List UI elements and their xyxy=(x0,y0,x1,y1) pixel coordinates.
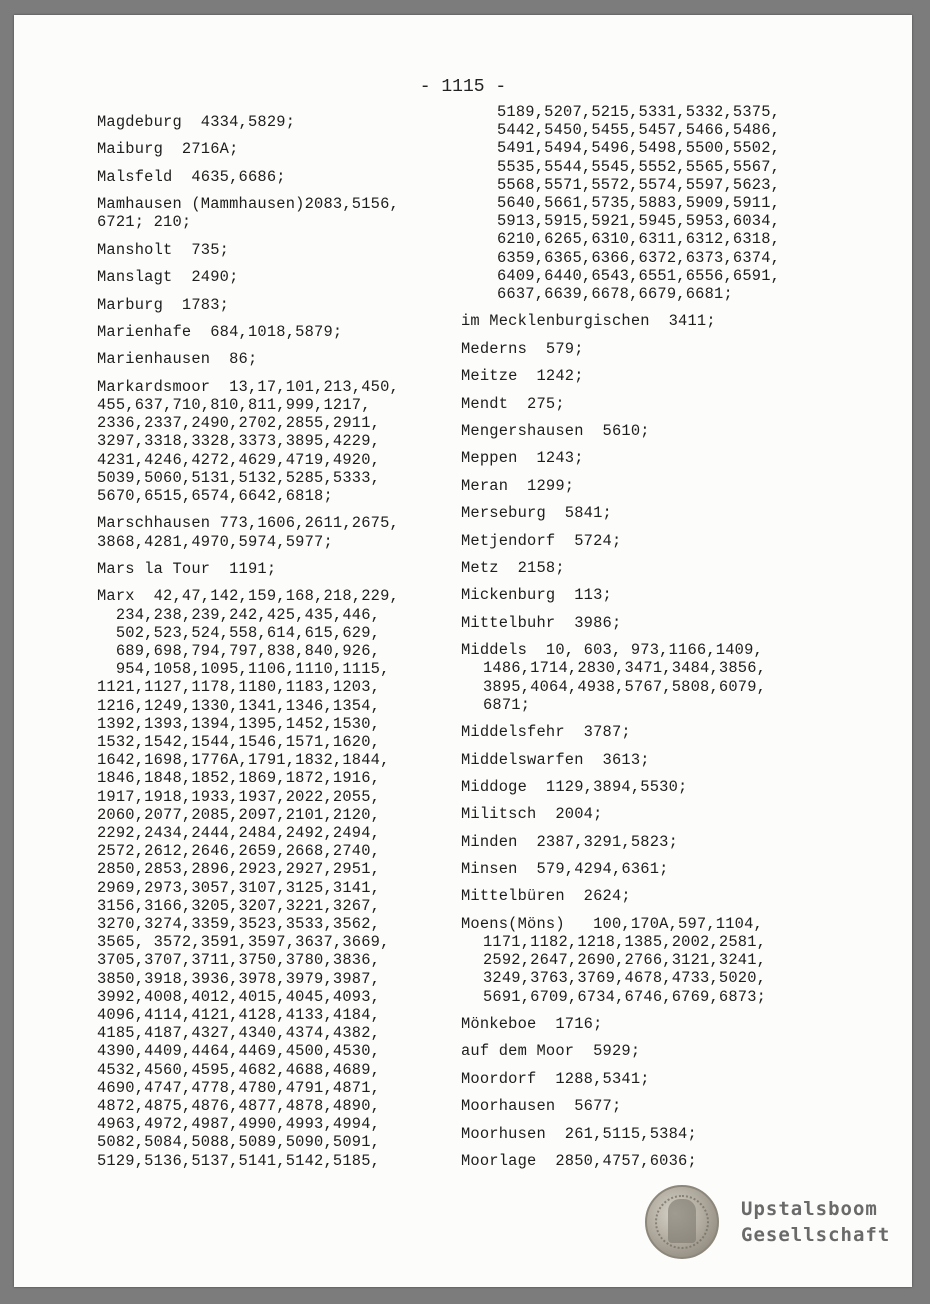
index-entry-continuation: 1486,1714,2830,3471,3484,3856, xyxy=(483,659,767,678)
index-entry-head: Mittelbuhr 3986; xyxy=(461,613,622,632)
index-entry xyxy=(97,241,473,259)
index-entry-continuation: 3249,3763,3769,4678,4733,5020, xyxy=(483,969,767,988)
index-entry-head: Middoge 1129,3894,5530; xyxy=(461,777,688,796)
index-entry-continuation: 4532,4560,4595,4682,4688,4689, xyxy=(97,1060,381,1079)
index-entry-continuation: 3850,3918,3936,3978,3979,3987, xyxy=(97,969,381,988)
index-entry xyxy=(461,805,881,823)
index-entry-head: Mamhausen (Mammhausen)2083,5156, xyxy=(97,195,399,214)
logo-line-2: Gesellschaft xyxy=(741,1224,891,1246)
upstalsboom-logo xyxy=(645,1185,890,1259)
index-entry-continuation: 1171,1182,1218,1385,2002,2581, xyxy=(483,933,767,952)
index-entry-continuation: 1917,1918,1933,1937,2022,2055, xyxy=(97,787,381,806)
index-entry xyxy=(461,395,881,413)
index-entry xyxy=(461,312,881,330)
index-entry xyxy=(461,833,881,851)
index-entry xyxy=(461,1015,881,1033)
index-entry-head: Meppen 1243; xyxy=(461,449,584,468)
index-entry-head: Marschhausen 773,1606,2611,2675, xyxy=(97,514,399,533)
index-entry-continuation: 6210,6265,6310,6311,6312,6318, xyxy=(497,230,781,249)
index-entry-continuation: 2850,2853,2896,2923,2927,2951, xyxy=(97,860,381,879)
index-entry xyxy=(97,168,473,186)
index-entry-continuation: 4963,4972,4987,4990,4993,4994, xyxy=(97,1115,381,1134)
index-entry-head: Manslagt 2490; xyxy=(97,268,239,287)
index-entry xyxy=(461,504,881,522)
index-entry xyxy=(461,1070,881,1088)
index-entry-continuation: 4096,4114,4121,4128,4133,4184, xyxy=(97,1005,381,1024)
index-entry xyxy=(461,1042,881,1060)
index-column-left xyxy=(97,113,473,1179)
index-entry-continuation: 4872,4875,4876,4877,4878,4890, xyxy=(97,1097,381,1115)
index-entry-continuation: 2969,2973,3057,3107,3125,3141, xyxy=(97,878,381,897)
index-entry-head: Mittelbüren 2624; xyxy=(461,887,631,906)
index-entry-continuation: 3868,4281,4970,5974,5977; xyxy=(97,532,333,551)
index-entry-head: Marx 42,47,142,159,168,218,229, xyxy=(97,587,399,606)
index-entry xyxy=(97,323,473,341)
index-entry-head: Mansholt 735; xyxy=(97,240,230,259)
index-entry-continuation: 1532,1542,1544,1546,1571,1620, xyxy=(97,732,381,751)
index-entry-head: auf dem Moor 5929; xyxy=(461,1042,641,1061)
index-entry-continuation: 2572,2612,2646,2659,2668,2740, xyxy=(97,842,381,861)
index-entry-head: Minsen 579,4294,6361; xyxy=(461,860,669,879)
index-entry-continuation: 2060,2077,2085,2097,2101,2120, xyxy=(97,805,381,824)
index-entry-continuation: 2336,2337,2490,2702,2855,2911, xyxy=(97,414,381,433)
index-entry xyxy=(461,860,881,878)
index-entry xyxy=(97,350,473,368)
index-entry xyxy=(461,915,881,1006)
index-entry-head: Malsfeld 4635,6686; xyxy=(97,167,286,186)
index-entry-head: Mickenburg 113; xyxy=(461,586,612,605)
index-entry-continuation: 1846,1848,1852,1869,1872,1916, xyxy=(97,769,381,788)
index-entry-head: Markardsmoor 13,17,101,213,450, xyxy=(97,377,399,396)
index-entry xyxy=(461,641,881,714)
index-entry-continuation: 4185,4187,4327,4340,4374,4382, xyxy=(97,1024,381,1043)
index-entry xyxy=(461,614,881,632)
index-entry-head: im Mecklenburgischen 3411; xyxy=(461,312,716,331)
index-entry xyxy=(461,477,881,495)
index-entry-continuation: 1642,1698,1776A,1791,1832,1844, xyxy=(97,751,390,770)
index-entry-head: Merseburg 5841; xyxy=(461,504,612,523)
index-entry-continuation: 6409,6440,6543,6551,6556,6591, xyxy=(497,266,781,285)
index-entry xyxy=(97,268,473,286)
index-entry-continuation: 5535,5544,5545,5552,5565,5567, xyxy=(497,157,781,176)
index-entry-head: Metz 2158; xyxy=(461,558,565,577)
index-entry-continuation: 455,637,710,810,811,999,1217, xyxy=(97,395,371,414)
index-entry xyxy=(461,1125,881,1143)
index-entry-continuation: 234,238,239,242,425,435,446, xyxy=(97,605,381,624)
index-entry-head: Middelswarfen 3613; xyxy=(461,750,650,769)
index-entry xyxy=(97,195,473,231)
index-entry-continuation: 5568,5571,5572,5574,5597,5623, xyxy=(497,175,781,194)
index-entry-continuation: 502,523,524,558,614,615,629, xyxy=(97,623,381,642)
index-entry xyxy=(97,296,473,314)
index-entry-continuation: 5913,5915,5921,5945,5953,6034, xyxy=(497,212,781,231)
index-entry-continuation: 954,1058,1095,1106,1110,1115, xyxy=(97,660,390,679)
index-entry-head: Militsch 2004; xyxy=(461,805,603,824)
index-entry-head: Maiburg 2716A; xyxy=(97,140,239,159)
index-entry-head: Metjendorf 5724; xyxy=(461,531,622,550)
index-entry-continuation: 5691,6709,6734,6746,6769,6873; xyxy=(483,987,767,1006)
index-entry-continuation: 3705,3707,3711,3750,3780,3836, xyxy=(97,951,381,970)
index-entry xyxy=(461,449,881,467)
index-entry-continuation: 5442,5450,5455,5457,5466,5486, xyxy=(497,121,781,140)
index-entry xyxy=(461,367,881,385)
index-entry-head: Middels 10, 603, 973,1166,1409, xyxy=(461,641,763,660)
index-entry xyxy=(461,559,881,577)
index-entry xyxy=(461,103,881,303)
index-entry xyxy=(97,140,473,158)
index-entry-head: Mendt 275; xyxy=(461,394,565,413)
index-entry xyxy=(97,378,473,505)
index-entry-continuation: 1121,1127,1178,1180,1183,1203, xyxy=(97,678,381,697)
index-entry-head: Marienhafe 684,1018,5879; xyxy=(97,322,343,341)
index-entry-head: Marburg 1783; xyxy=(97,295,230,314)
index-entry-head: Minden 2387,3291,5823; xyxy=(461,832,679,851)
index-entry-continuation: 6359,6365,6366,6372,6373,6374, xyxy=(497,248,781,267)
index-entry-head: Middelsfehr 3787; xyxy=(461,723,631,742)
index-entry-continuation: 5640,5661,5735,5883,5909,5911, xyxy=(497,194,781,213)
index-entry-continuation: 3992,4008,4012,4015,4045,4093, xyxy=(97,987,381,1006)
document-page xyxy=(14,15,912,1287)
index-entry-head: Moorhausen 5677; xyxy=(461,1097,622,1116)
index-entry xyxy=(461,532,881,550)
index-entry-continuation: 5129,5136,5137,5141,5142,5185, xyxy=(97,1151,381,1170)
index-entry-continuation: 4390,4409,4464,4469,4500,4530, xyxy=(97,1042,381,1061)
logo-line-1: Upstalsboom xyxy=(741,1198,878,1220)
index-entry-continuation: 5189,5207,5215,5331,5332,5375, xyxy=(497,103,781,121)
index-column-right xyxy=(461,103,881,1179)
index-entry xyxy=(461,723,881,741)
index-entry-continuation: 1392,1393,1394,1395,1452,1530, xyxy=(97,714,381,733)
index-entry xyxy=(461,1152,881,1170)
index-entry-continuation: 4690,4747,4778,4780,4791,4871, xyxy=(97,1078,381,1097)
index-entry-continuation: 3297,3318,3328,3373,3895,4229, xyxy=(97,432,381,451)
index-entry-head: Mederns 579; xyxy=(461,339,584,358)
index-entry xyxy=(97,560,473,578)
index-entry xyxy=(97,113,473,131)
index-entry-continuation: 3270,3274,3359,3523,3533,3562, xyxy=(97,914,381,933)
index-entry-continuation: 1216,1249,1330,1341,1346,1354, xyxy=(97,696,381,715)
index-entry xyxy=(461,340,881,358)
index-entry xyxy=(461,422,881,440)
index-entry-continuation: 5082,5084,5088,5089,5090,5091, xyxy=(97,1133,381,1152)
index-entry-head: Mönkeboe 1716; xyxy=(461,1015,603,1034)
index-entry-continuation: 5491,5494,5496,5498,5500,5502, xyxy=(497,139,781,158)
index-entry-continuation: 689,698,794,797,838,840,926, xyxy=(97,641,381,660)
index-entry-continuation: 2292,2434,2444,2484,2492,2494, xyxy=(97,823,381,842)
index-entry-continuation: 6721; 210; xyxy=(97,213,192,232)
index-entry-continuation: 6871; xyxy=(483,695,531,714)
index-entry-head: Marienhausen 86; xyxy=(97,350,258,369)
index-entry-continuation: 3156,3166,3205,3207,3221,3267, xyxy=(97,896,381,915)
index-entry-continuation: 3565, 3572,3591,3597,3637,3669, xyxy=(97,933,390,952)
logo-text xyxy=(741,1196,890,1248)
index-entry xyxy=(461,751,881,769)
index-entry xyxy=(461,887,881,905)
index-entry xyxy=(461,778,881,796)
index-entry xyxy=(97,587,473,1170)
index-entry-continuation: 6637,6639,6678,6679,6681; xyxy=(497,285,733,304)
index-entry-head: Mars la Tour 1191; xyxy=(97,559,277,578)
seal-icon xyxy=(645,1185,719,1259)
index-entry xyxy=(97,514,473,550)
index-entry xyxy=(461,1097,881,1115)
index-entry-continuation: 3895,4064,4938,5767,5808,6079, xyxy=(483,677,767,696)
index-entry-continuation: 4231,4246,4272,4629,4719,4920, xyxy=(97,450,381,469)
index-entry-continuation: 5670,6515,6574,6642,6818; xyxy=(97,486,333,505)
index-entry-head: Meran 1299; xyxy=(461,476,575,495)
index-entry-head: Meitze 1242; xyxy=(461,367,584,386)
index-entry-head: Moordorf 1288,5341; xyxy=(461,1069,650,1088)
index-entry-continuation: 5039,5060,5131,5132,5285,5333, xyxy=(97,468,381,487)
index-entry xyxy=(461,586,881,604)
page-number: - 1115 - xyxy=(419,77,507,97)
index-entry-head: Moens(Möns) 100,170A,597,1104, xyxy=(461,914,763,933)
index-entry-head: Moorlage 2850,4757,6036; xyxy=(461,1152,697,1170)
index-entry-head: Moorhusen 261,5115,5384; xyxy=(461,1124,697,1143)
index-entry-head: Mengershausen 5610; xyxy=(461,421,650,440)
index-entry-continuation: 2592,2647,2690,2766,3121,3241, xyxy=(483,951,767,970)
index-entry-head: Magdeburg 4334,5829; xyxy=(97,113,296,131)
